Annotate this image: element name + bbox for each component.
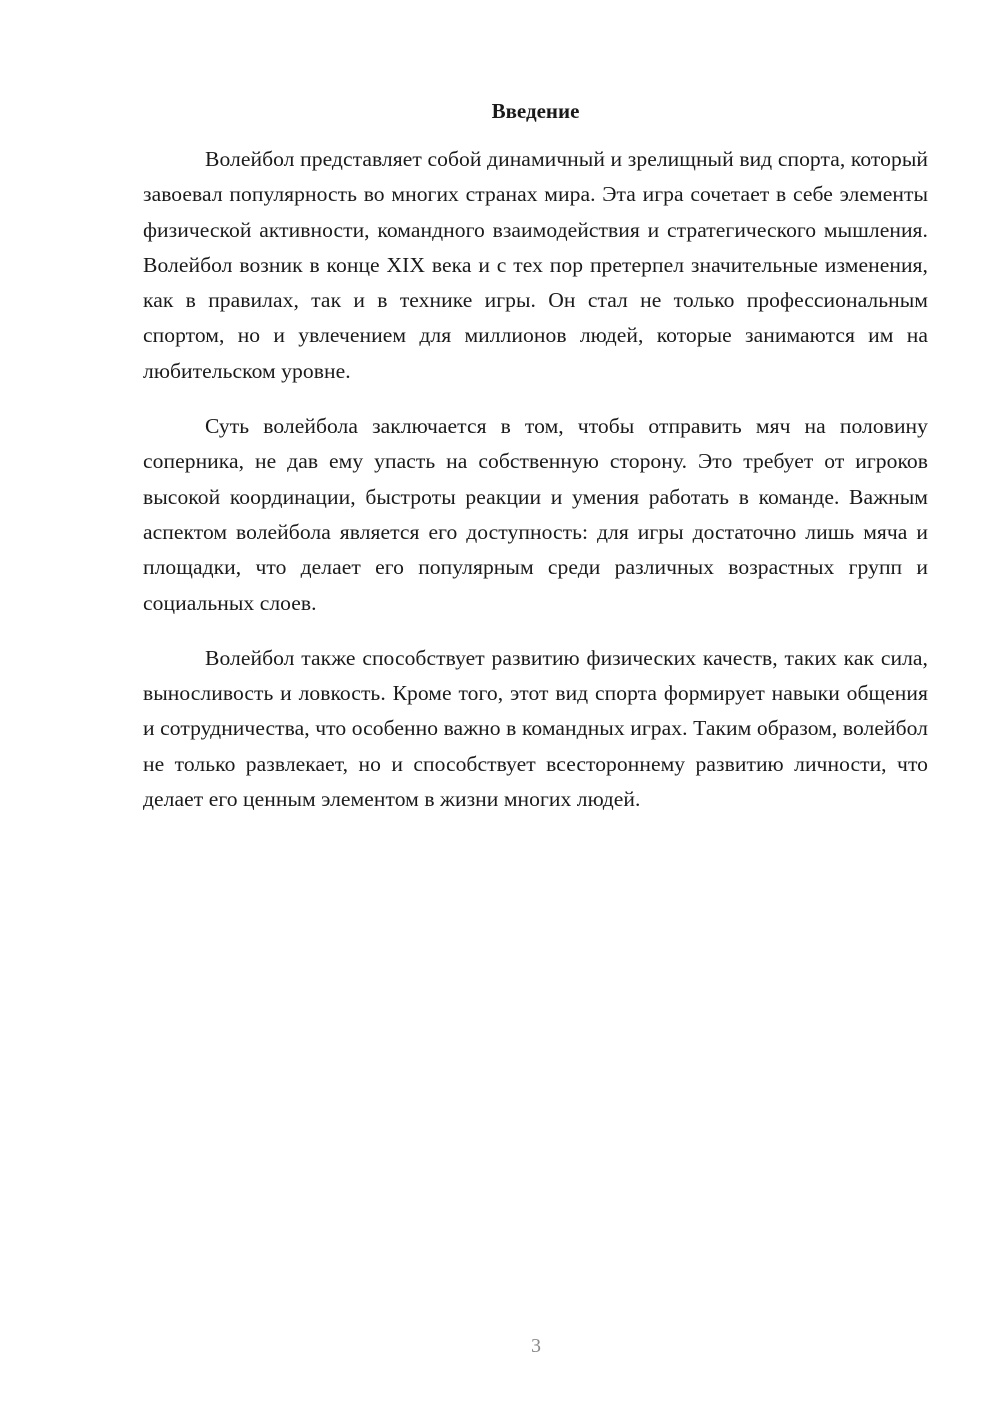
page-number: 3 xyxy=(531,1335,541,1357)
paragraph-3: Волейбол также способствует развитию физических качеств, таких как сила, выносливость и ловкость. Кроме того, этот вид спорта формирует навыки общения и сотрудничества, что особенно важно в командных играх. Таким образом, волейбол не только развлекает, но и способствует всестороннему развитию личности, что делает его ценным элементом в жизни многих людей. xyxy=(143,645,928,812)
paragraph-1: Волейбол представляет собой динамичный и зрелищный вид спорта, который завоевал популярность во многих странах мира. Эта игра сочетает в себе элементы физической активности, командного взаимодействия и стратегического мышления. Волейбол возник в конце XIX века и с тех пор претерпел значительные изменения, как в правилах, так и в технике игры. Он стал не только профессиональным спортом, но и увлечением для миллионов людей, которые занимаются им на любительском уровне. xyxy=(143,147,928,383)
body-text xyxy=(143,142,928,837)
section-title: Введение xyxy=(491,99,580,123)
paragraph-2: Суть волейбола заключается в том, чтобы отправить мяч на половину соперника, не дав ему упасть на собственную сторону. Это требует от игроков высокой координации, быстроты реакции и умения работать в команде. Важным аспектом волейбола является его доступность: для игры достаточно лишь мяча и площадки, что делает его популярным среди различных возрастных групп и социальных слоев. xyxy=(143,414,928,615)
